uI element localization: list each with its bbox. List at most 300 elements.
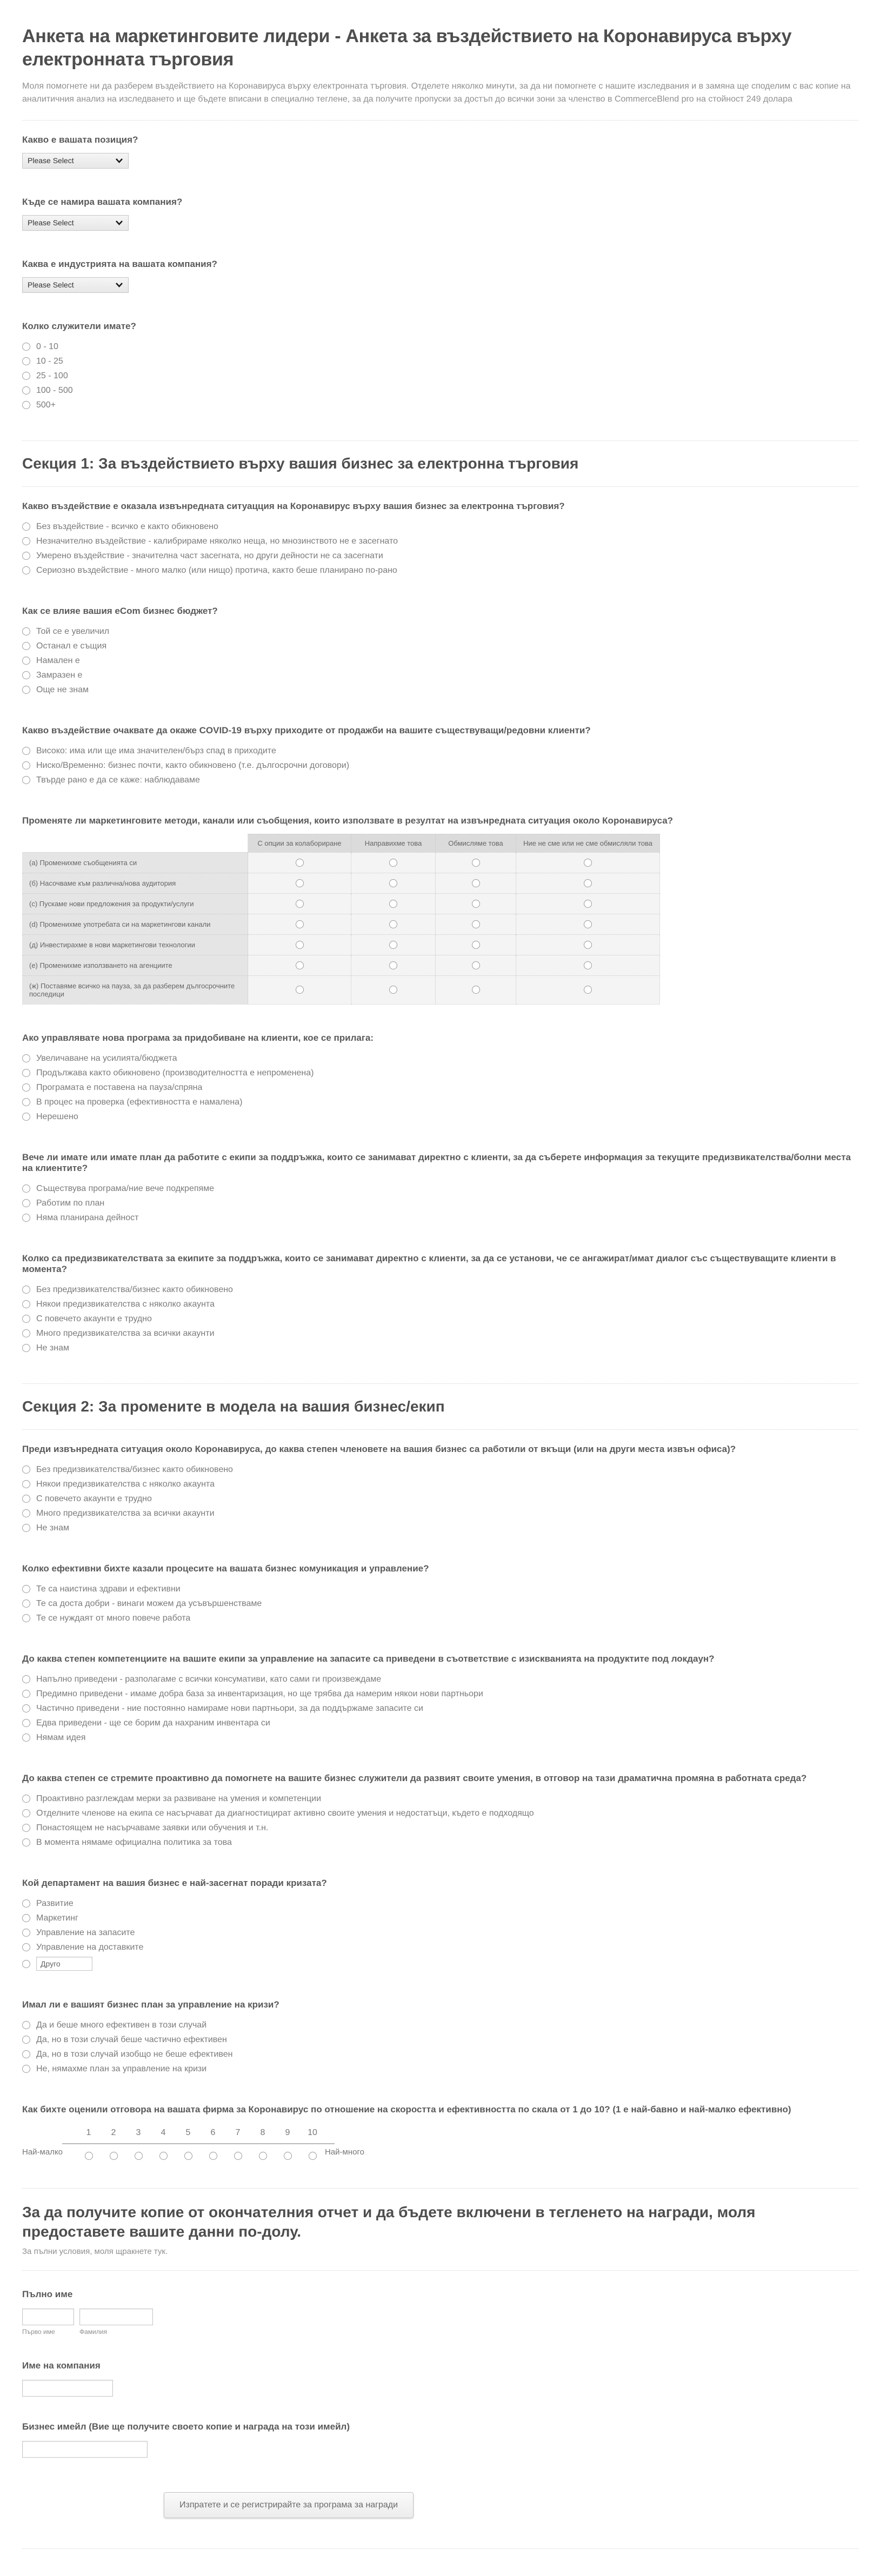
radio-icon[interactable]	[22, 776, 30, 784]
option-label: Няма планирана дейност	[36, 1213, 139, 1222]
option-label: Още не знам	[36, 685, 89, 694]
scale-spacer	[22, 2128, 76, 2143]
radio-icon[interactable]	[22, 1899, 30, 1908]
scale-number: 2	[111, 2127, 116, 2137]
radio-icon[interactable]	[22, 1838, 30, 1846]
radio-icon[interactable]	[22, 642, 30, 650]
matrix-radio[interactable]	[472, 920, 480, 928]
matrix-cell	[516, 955, 660, 975]
question-ecom-budget	[22, 606, 858, 697]
radio-icon[interactable]	[22, 2021, 30, 2029]
option-label: Ниско/Временно: бизнес почти, както обикновено (т.е. дългосрочни договори)	[36, 760, 350, 770]
matrix-radio[interactable]	[472, 859, 480, 867]
radio-option[interactable]	[22, 519, 858, 534]
matrix-row-label: (а) Променихме съобщенията си	[23, 852, 248, 873]
matrix-radio[interactable]	[472, 879, 480, 887]
matrix-cell	[436, 893, 516, 914]
matrix-cell	[436, 955, 516, 975]
option-label: Те се нуждаят от много повече работа	[36, 1613, 191, 1623]
radio-icon[interactable]	[22, 1480, 30, 1488]
scale-radio[interactable]	[209, 2152, 217, 2160]
radio-option[interactable]	[22, 1491, 858, 1506]
matrix-row-label: (d) Променихме употребата си на маркетингови канали	[23, 914, 248, 934]
radio-option[interactable]	[22, 2047, 858, 2062]
scale-cell	[151, 2144, 176, 2160]
radio-icon[interactable]	[22, 1185, 30, 1193]
question-label: До каква степен компетенциите на вашите екипи за управление на запасите са приведени в съответствие с изискванията на продуктите под локдаун?	[22, 1653, 715, 1664]
matrix-cell	[351, 934, 436, 955]
radio-option[interactable]	[22, 744, 858, 758]
radio-option[interactable]	[22, 339, 858, 354]
matrix-cell	[248, 934, 351, 955]
radio-option[interactable]	[22, 1611, 858, 1625]
divider	[22, 2270, 858, 2271]
option-label: Да, но в този случай изобщо не беше ефективен	[36, 2049, 233, 2059]
matrix-radio[interactable]	[584, 961, 592, 969]
option-label: Напълно приведени - разполагаме с всички консумативи, като сами ги произвеждаме	[36, 1674, 382, 1684]
option-label: Умерено въздействие - значителна част засегната, но други дейности не са засегнати	[36, 551, 383, 560]
select-value: Please Select	[28, 156, 74, 165]
radio-icon[interactable]	[22, 1704, 30, 1712]
scale-radio[interactable]	[184, 2152, 192, 2160]
radio-icon[interactable]	[22, 1113, 30, 1121]
matrix-row-label: (е) Променихме използването на агенциите	[23, 955, 248, 975]
matrix-cell	[516, 914, 660, 934]
matrix-cell	[436, 975, 516, 1004]
radio-option[interactable]	[22, 2062, 858, 2076]
radio-option[interactable]	[22, 1297, 858, 1312]
matrix-radio[interactable]	[584, 879, 592, 887]
first-name-input[interactable]	[22, 2309, 74, 2325]
matrix-cell	[516, 893, 660, 914]
divider	[22, 1383, 858, 1384]
position-select[interactable]	[22, 153, 129, 169]
scale-number: 10	[308, 2127, 317, 2137]
matrix-cell	[516, 934, 660, 955]
option-label: Сериозно въздействие - много малко (или нищо) протича, както беше планирано по-рано	[36, 565, 397, 575]
question-label: Вече ли имате или имате план да работите с екипи за поддръжка, които се занимават директно с клиенти, за да съберете информация за текущите предизвикателства/болни места на клиентите?	[22, 1152, 851, 1173]
radio-icon[interactable]	[22, 372, 30, 380]
radio-icon[interactable]	[22, 657, 30, 665]
last-name-input[interactable]	[79, 2309, 153, 2325]
radio-icon[interactable]	[22, 1214, 30, 1222]
option-label: Частично приведени - ние постоянно намираме нови партньори, за да поддържаме запасите си	[36, 1703, 423, 1713]
radio-icon[interactable]	[22, 1914, 30, 1922]
scale-radio[interactable]	[309, 2152, 317, 2160]
option-label: Някои предизвикателства с няколко акаунта	[36, 1299, 215, 1309]
business-email-input[interactable]	[22, 2441, 148, 2458]
radio-option[interactable]	[22, 1521, 858, 1535]
radio-option[interactable]	[22, 1940, 858, 1955]
question-marketing-changes	[22, 815, 858, 1005]
radio-option[interactable]	[22, 1911, 858, 1925]
option-label: С повечето акаунти е трудно	[36, 1314, 152, 1323]
radio-icon[interactable]	[22, 1524, 30, 1532]
option-label: Намален е	[36, 655, 80, 665]
scale-number: 7	[235, 2127, 241, 2137]
matrix-cell	[436, 852, 516, 873]
radio-option[interactable]	[22, 1821, 858, 1835]
question-label: Колко служители имате?	[22, 320, 136, 331]
radio-option[interactable]	[22, 683, 858, 697]
radio-icon[interactable]	[22, 1614, 30, 1622]
matrix-radio[interactable]	[584, 900, 592, 908]
matrix-column-header: Обмисляме това	[436, 834, 516, 852]
matrix-row	[23, 852, 660, 873]
option-label: 500+	[36, 400, 56, 410]
company-name-input[interactable]	[22, 2380, 113, 2397]
option-label: Програмата е поставена на пауза/спряна	[36, 1082, 203, 1092]
radio-icon[interactable]	[22, 1300, 30, 1308]
scale-cell	[101, 2144, 126, 2160]
radio-icon[interactable]	[22, 1795, 30, 1803]
scale-number: 4	[161, 2127, 166, 2137]
matrix-radio[interactable]	[296, 941, 304, 949]
option-label: Те са доста добри - винаги можем да усъвършенстваме	[36, 1598, 262, 1608]
radio-icon[interactable]	[22, 2050, 30, 2058]
matrix-radio[interactable]	[389, 986, 397, 994]
option-label: Да и беше много ефективен в този случай	[36, 2020, 207, 2030]
scale-cell	[126, 2144, 151, 2160]
divider	[22, 1429, 858, 1430]
matrix-radio[interactable]	[472, 900, 480, 908]
option-label: 25 - 100	[36, 371, 68, 380]
divider	[22, 2548, 858, 2549]
radio-icon[interactable]	[22, 1466, 30, 1474]
radio-icon[interactable]	[22, 1719, 30, 1727]
question-wfh-extent	[22, 1444, 858, 1535]
radio-icon[interactable]	[22, 386, 30, 394]
radio-option[interactable]	[22, 1051, 858, 1066]
matrix-radio[interactable]	[389, 859, 397, 867]
radio-option[interactable]	[22, 1791, 858, 1806]
option-label: Твърде рано е да се каже: наблюдаваме	[36, 775, 200, 785]
radio-icon[interactable]	[22, 566, 30, 574]
matrix-radio[interactable]	[472, 941, 480, 949]
question-label: Какво е вашата позиция?	[22, 134, 138, 145]
radio-option[interactable]	[22, 2032, 858, 2047]
matrix-radio[interactable]	[296, 961, 304, 969]
radio-icon[interactable]	[22, 761, 30, 770]
question-revenue-impact	[22, 725, 858, 787]
matrix-radio[interactable]	[296, 900, 304, 908]
scale-radio[interactable]	[159, 2152, 168, 2160]
radio-option[interactable]	[22, 1181, 858, 1196]
matrix-row	[23, 914, 660, 934]
full-name-field	[22, 2289, 858, 2336]
company-location-select[interactable]	[22, 215, 129, 231]
divider	[22, 440, 858, 441]
matrix-radio[interactable]	[296, 859, 304, 867]
option-label: Много предизвикателства за всички акаунти	[36, 1508, 215, 1518]
option-label: Съществува програма/ние вече подкрепяме	[36, 1183, 215, 1193]
option-label: Предимно приведени - имаме добра база за инвентаризация, но ще трябва да намерим някои нови партньори	[36, 1689, 483, 1698]
option-label: Те са наистина здрави и ефективни	[36, 1584, 181, 1594]
question-covid-impact	[22, 501, 858, 578]
radio-option[interactable]	[22, 1341, 858, 1355]
radio-option[interactable]	[22, 1506, 858, 1521]
radio-option[interactable]	[22, 1196, 858, 1210]
first-name-sublabel: Първо име	[22, 2328, 55, 2336]
question-label: Какво въздействие очаквате да окаже COVID-19 върху приходите от продажби на вашите съществуващи/редовни клиенти?	[22, 725, 591, 735]
scale-cell	[76, 2144, 101, 2160]
question-acquisition-program	[22, 1033, 858, 1124]
radio-option[interactable]	[22, 354, 858, 369]
radio-icon[interactable]	[22, 1809, 30, 1817]
question-label: Променяте ли маркетинговите методи, канали или съобщения, които използвате в резултат на извънредната ситуация около Коронавируса?	[22, 815, 674, 826]
radio-option[interactable]	[22, 1080, 858, 1095]
radio-option[interactable]	[22, 624, 858, 639]
radio-icon[interactable]	[22, 523, 30, 531]
radio-icon[interactable]	[22, 1054, 30, 1062]
matrix-row-label: (с) Пускаме нови предложения за продукти/услуги	[23, 893, 248, 914]
radio-option[interactable]	[22, 2018, 858, 2032]
option-label: 0 - 10	[36, 342, 58, 351]
radio-option[interactable]	[22, 653, 858, 668]
radio-option[interactable]	[22, 1716, 858, 1730]
radio-icon[interactable]	[22, 2036, 30, 2044]
radio-option[interactable]	[22, 1730, 858, 1745]
radio-option[interactable]	[22, 1282, 858, 1297]
select-value: Please Select	[28, 218, 74, 228]
question-employee-count	[22, 321, 858, 412]
option-label: Без въздействие - всичко е както обикновено	[36, 521, 218, 531]
divider	[22, 2188, 858, 2189]
radio-option[interactable]	[22, 548, 858, 563]
radio-icon[interactable]	[22, 357, 30, 365]
radio-option[interactable]	[22, 1312, 858, 1326]
matrix-radio[interactable]	[296, 920, 304, 928]
radio-icon[interactable]	[22, 343, 30, 351]
radio-option[interactable]	[22, 639, 858, 653]
option-label: Управление на доставките	[36, 1942, 144, 1952]
radio-icon[interactable]	[22, 1509, 30, 1517]
scale-radio[interactable]	[135, 2152, 143, 2160]
radio-icon[interactable]	[22, 552, 30, 560]
radio-option[interactable]	[22, 383, 858, 398]
radio-option[interactable]	[22, 1210, 858, 1225]
matrix-row	[23, 873, 660, 893]
question-company-industry	[22, 259, 858, 293]
field-label: Име на компания	[22, 2360, 101, 2371]
radio-icon[interactable]	[22, 1329, 30, 1337]
radio-option[interactable]	[22, 1596, 858, 1611]
matrix-row-label: (б) Насочваме към различна/нова аудитория	[23, 873, 248, 893]
question-label: Ако управлявате нова програма за придобиване на клиенти, кое се прилага:	[22, 1032, 374, 1043]
other-department-input[interactable]	[36, 1957, 92, 1971]
matrix-row-label: (ж) Поставяме всичко на пауза, за да разберем дългосрочните последици	[23, 975, 248, 1004]
radio-option[interactable]	[22, 1477, 858, 1491]
question-support-plan	[22, 1152, 858, 1225]
option-label: Замразен е	[36, 670, 83, 680]
scale-cell	[250, 2144, 275, 2160]
scale-number: 5	[185, 2127, 191, 2137]
last-name-sublabel: Фамилия	[79, 2328, 107, 2336]
radio-icon[interactable]	[22, 1824, 30, 1832]
option-label: Останал е същия	[36, 641, 107, 651]
scale-cell	[300, 2144, 325, 2160]
chevron-down-icon	[115, 282, 123, 287]
option-label: Някои предизвикателства с няколко акаунта	[36, 1479, 215, 1489]
question-label: Каква е индустрията на вашата компания?	[22, 258, 217, 269]
scale-max-label: Най-много	[325, 2147, 364, 2157]
radio-icon[interactable]	[22, 627, 30, 635]
matrix-radio[interactable]	[296, 879, 304, 887]
radio-option[interactable]	[22, 398, 858, 412]
matrix-cell	[436, 873, 516, 893]
matrix-cell	[516, 975, 660, 1004]
scale-min-label: Най-малко	[22, 2147, 63, 2157]
option-label: Нерешено	[36, 1112, 78, 1121]
radio-option[interactable]	[22, 1806, 858, 1821]
radio-icon[interactable]	[22, 747, 30, 755]
scale-radio[interactable]	[284, 2152, 292, 2160]
matrix-radio[interactable]	[389, 879, 397, 887]
radio-icon[interactable]	[22, 1315, 30, 1323]
matrix-cell	[436, 934, 516, 955]
option-label: Не знам	[36, 1343, 69, 1353]
radio-icon[interactable]	[22, 401, 30, 409]
scale-radio[interactable]	[234, 2152, 242, 2160]
radio-icon[interactable]	[22, 1929, 30, 1937]
radio-option[interactable]	[22, 369, 858, 383]
scale-number: 6	[210, 2127, 216, 2137]
matrix-radio[interactable]	[584, 920, 592, 928]
matrix-cell	[351, 852, 436, 873]
radio-icon[interactable]	[22, 686, 30, 694]
question-label: Преди извънредната ситуация около Коронавируса, до каква степен членовете на вашия бизнес са работили от вкъщи (или на други места извън офиса)?	[22, 1443, 736, 1454]
radio-option[interactable]	[22, 1326, 858, 1341]
question-inventory-competencies	[22, 1654, 858, 1745]
radio-option[interactable]	[22, 1925, 858, 1940]
scale-number: 9	[285, 2127, 290, 2137]
scale-number: 8	[260, 2127, 265, 2137]
matrix-radio[interactable]	[584, 941, 592, 949]
scale-cell	[201, 2144, 225, 2160]
question-comms-effectiveness	[22, 1563, 858, 1625]
radio-icon[interactable]	[22, 1495, 30, 1503]
matrix-cell	[351, 914, 436, 934]
final-section-heading: За да получите копие от окончателния отчет и да бъдете включени в тегленето на награди, моля предоставете вашите данни по-долу.	[22, 2203, 756, 2240]
scale-spacer	[325, 2128, 379, 2143]
radio-option[interactable]	[22, 1066, 858, 1080]
radio-icon[interactable]	[22, 537, 30, 545]
matrix-cell	[351, 975, 436, 1004]
matrix-corner	[23, 834, 248, 852]
radio-option-other[interactable]	[22, 1957, 858, 1971]
scale-radio[interactable]	[110, 2152, 118, 2160]
divider	[22, 486, 858, 487]
radio-icon[interactable]	[22, 1069, 30, 1077]
company-industry-select[interactable]	[22, 277, 129, 293]
question-label: Как се влияе вашия eCom бизнес бюджет?	[22, 605, 218, 616]
option-label: В момента нямаме официална политика за това	[36, 1837, 232, 1847]
submit-button[interactable]: Изпратете и се регистрирайте за програма за награди	[164, 2492, 414, 2518]
scale-number: 1	[86, 2127, 91, 2137]
matrix-radio[interactable]	[296, 986, 304, 994]
matrix-radio[interactable]	[584, 986, 592, 994]
radio-option[interactable]	[22, 758, 858, 773]
matrix-radio[interactable]	[584, 859, 592, 867]
radio-icon[interactable]	[22, 1960, 30, 1968]
terms-text[interactable]: За пълни условия, моля щракнете тук.	[22, 2247, 168, 2257]
option-label: Много предизвикателства за всички акаунти	[36, 1328, 215, 1338]
radio-icon[interactable]	[22, 1600, 30, 1608]
matrix-cell	[248, 893, 351, 914]
radio-option[interactable]	[22, 773, 858, 787]
question-label: Колко ефективни бихте казали процесите на вашата бизнес комуникация и управление?	[22, 1563, 429, 1574]
radio-option[interactable]	[22, 1701, 858, 1716]
question-position	[22, 135, 858, 169]
radio-option[interactable]	[22, 1672, 858, 1687]
radio-icon[interactable]	[22, 1083, 30, 1092]
radio-icon[interactable]	[22, 671, 30, 679]
radio-icon[interactable]	[22, 1585, 30, 1593]
option-label: Не, нямахме план за управление на кризи	[36, 2064, 207, 2073]
scale-cell	[176, 2144, 201, 2160]
matrix-row	[23, 934, 660, 955]
radio-icon[interactable]	[22, 1734, 30, 1742]
radio-option[interactable]	[22, 1582, 858, 1596]
matrix-cell	[436, 914, 516, 934]
radio-option[interactable]	[22, 534, 858, 548]
radio-icon[interactable]	[22, 1199, 30, 1207]
radio-option[interactable]	[22, 563, 858, 578]
matrix-cell	[248, 914, 351, 934]
option-label: Да, но в този случай беше частично ефективен	[36, 2035, 227, 2044]
question-skills-development	[22, 1773, 858, 1850]
matrix-row	[23, 955, 660, 975]
radio-option[interactable]	[22, 668, 858, 683]
option-label: Работим по план	[36, 1198, 105, 1208]
option-label: Той се е увеличил	[36, 626, 110, 636]
page-title: Анкета на маркетинговите лидери - Анкета за въздействието на Коронавируса върху електронната търговия	[22, 26, 792, 70]
option-label: Едва приведени - ще се борим да нахраним инвентара си	[36, 1718, 270, 1728]
section-1-title: Секция 1: За въздействието върху вашия бизнес за електронна търговия	[22, 454, 579, 472]
divider	[22, 120, 858, 121]
radio-icon[interactable]	[22, 1098, 30, 1106]
matrix-row	[23, 893, 660, 914]
radio-icon[interactable]	[22, 1344, 30, 1352]
radio-option[interactable]	[22, 1095, 858, 1109]
radio-icon[interactable]	[22, 1943, 30, 1951]
radio-option[interactable]	[22, 1109, 858, 1124]
scale-radio[interactable]	[85, 2152, 93, 2160]
option-label: С повечето акаунти е трудно	[36, 1494, 152, 1503]
matrix-cell	[351, 873, 436, 893]
matrix-radio[interactable]	[472, 961, 480, 969]
matrix-radio[interactable]	[389, 900, 397, 908]
matrix-radio[interactable]	[389, 920, 397, 928]
radio-option[interactable]	[22, 1896, 858, 1911]
radio-option[interactable]	[22, 1687, 858, 1701]
matrix-radio[interactable]	[472, 986, 480, 994]
scale-radio[interactable]	[259, 2152, 267, 2160]
radio-option[interactable]	[22, 1462, 858, 1477]
chevron-down-icon	[115, 220, 123, 225]
radio-option[interactable]	[22, 1835, 858, 1850]
option-label: Развитие	[36, 1898, 74, 1908]
matrix-cell	[351, 893, 436, 914]
matrix-radio[interactable]	[389, 961, 397, 969]
radio-icon[interactable]	[22, 2065, 30, 2073]
radio-icon[interactable]	[22, 1286, 30, 1294]
option-label: В процес на проверка (ефективността е намалена)	[36, 1097, 243, 1107]
radio-icon[interactable]	[22, 1690, 30, 1698]
matrix-radio[interactable]	[389, 941, 397, 949]
question-affected-department	[22, 1878, 858, 1971]
radio-icon[interactable]	[22, 1675, 30, 1683]
